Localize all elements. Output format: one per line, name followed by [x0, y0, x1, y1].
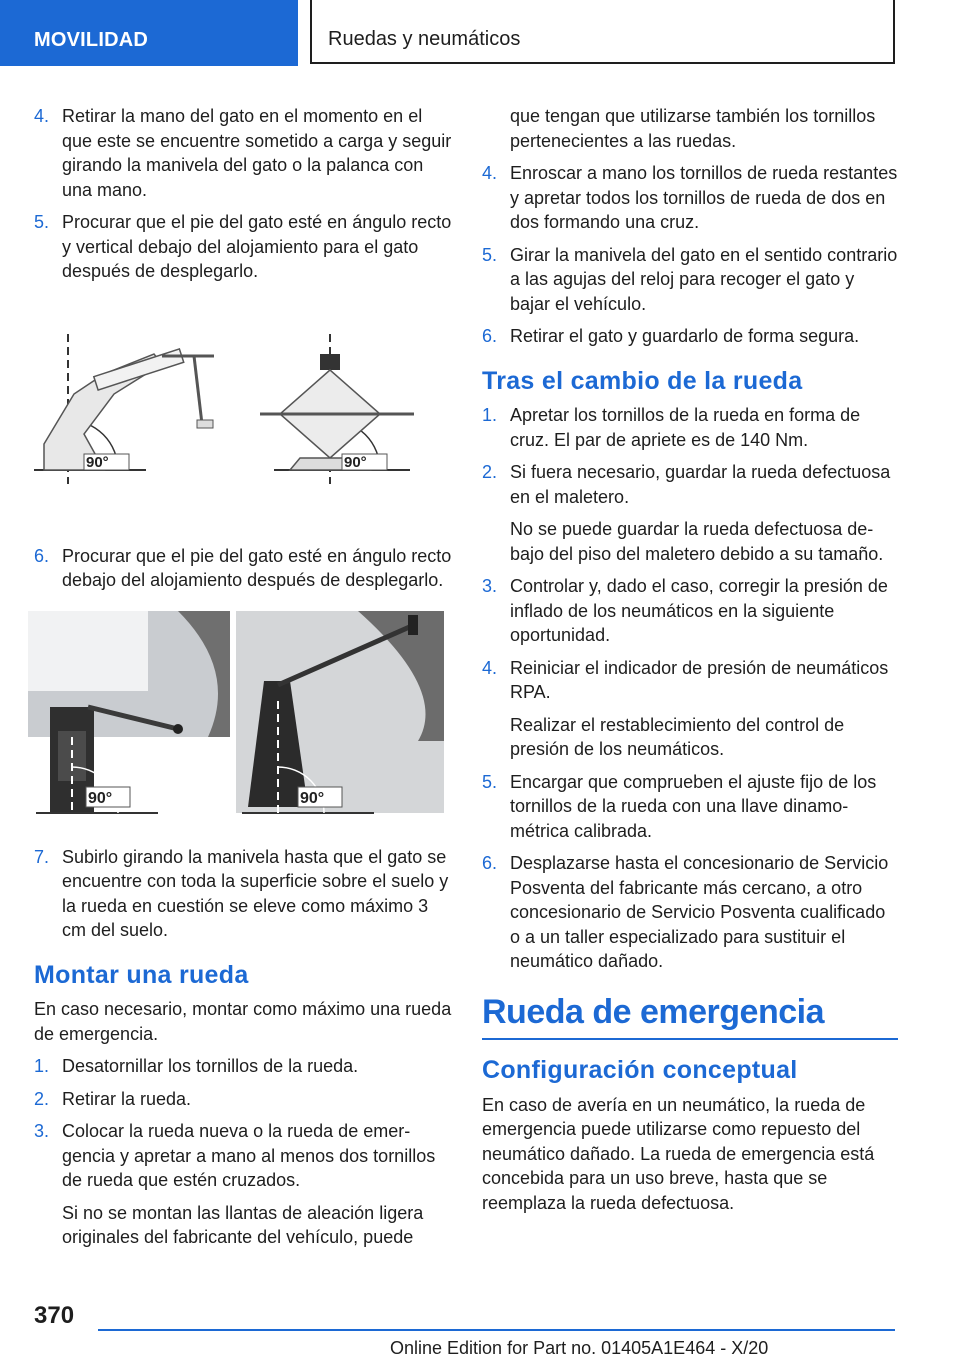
- chapter-title: Ruedas y neumáticos: [310, 0, 895, 64]
- step-continuation: que tengan que utilizarse también los tornillos pertenecientes a las ruedas.: [510, 106, 876, 151]
- step-item: [482, 403, 898, 452]
- step-number: 5.: [34, 212, 50, 232]
- step-number: 4.: [34, 106, 50, 126]
- section-heading: Montar una rueda: [34, 960, 249, 989]
- step-text: Desplazarse hasta el concesionario de Servicio Posventa del fabricante más cercano, a otro concesionario de Servicio Posventa cualificado o a un taller especializado para sustituir el neumático dañado.: [510, 853, 889, 971]
- step-item: [34, 1054, 454, 1079]
- page-number: 370: [34, 1302, 75, 1329]
- step-text: Controlar y, dado el caso, corregir la presión de inflado de los neumáticos en la siguiente oportunidad.: [510, 576, 888, 645]
- section-heading: Tras el cambio de la rueda: [482, 366, 803, 395]
- jack-photo-illustration: [28, 611, 448, 819]
- step-number: 2.: [482, 462, 498, 482]
- step-number: 6.: [482, 326, 498, 346]
- step-number: 4.: [482, 163, 498, 183]
- step-text: Enroscar a mano los tornillos de rueda restantes y apretar todos los tornillos de rueda de dos en dos formando una cruz.: [510, 163, 898, 232]
- step-text: Girar la manivela del gato en el sentido contrario a las agujas del reloj para recoger el gato y bajar el vehículo.: [510, 244, 898, 314]
- step-item: [34, 210, 454, 284]
- step-text: Reiniciar el indicador de presión de neumáticos RPA.: [510, 657, 889, 702]
- angle-label: 90°: [300, 789, 325, 807]
- step-number: 7.: [34, 846, 50, 867]
- step-item: [34, 1087, 454, 1112]
- step-text: Encargar que comprueben el ajuste fijo de los tornillos de la rueda con una llave dinamométrica calibrada.: [510, 771, 877, 841]
- angle-label: 90°: [344, 453, 367, 471]
- step-number: 1.: [34, 1056, 50, 1076]
- step-number: 3.: [482, 576, 498, 596]
- step-item: [482, 243, 898, 317]
- chapter-heading: Rueda de emergencia: [482, 1000, 898, 1041]
- edition-note: Online Edition for Part no. 01405A1E464 - X/20: [390, 1338, 769, 1358]
- step-item: [482, 161, 898, 235]
- step-item: [482, 460, 898, 509]
- step-item: [482, 574, 898, 648]
- step-item: [482, 770, 898, 844]
- step-item: [34, 544, 454, 593]
- step-text: Desatornillar los tornillos de la rueda.: [62, 1056, 359, 1076]
- step-item: [482, 851, 898, 974]
- step-text: Subirlo girando la manivela hasta que el gato se encuentre con toda la superficie sobre el suelo y la rueda en cuestión se eleve como máximo 3 cm del suelo.: [62, 846, 449, 940]
- paragraph: En caso de avería en un neumático, la rueda de emergencia puede utilizarse como repuesto del neumático dañado. La rueda de emergencia está concebida para un uso breve, hasta que se reemplaza la rueda defectuosa.: [482, 1094, 875, 1213]
- page-header: [0, 0, 960, 66]
- step-number: 5.: [482, 771, 498, 792]
- step-text: Procurar que el pie del gato esté en ángulo recto y vertical debajo del alojamiento para el gato después de desplegarlo.: [62, 212, 452, 281]
- paragraph: En caso necesario, montar como máximo una rueda de emergencia.: [34, 999, 452, 1044]
- step-number: 1.: [482, 405, 498, 425]
- step-number: 6.: [482, 853, 498, 873]
- step-text: Apretar los tornillos de la rueda en forma de cruz. El par de apriete es de 140 Nm.: [510, 405, 861, 450]
- step-number: 4.: [482, 657, 498, 678]
- step-item: [34, 1119, 454, 1193]
- section-heading: Configuración conceptual: [482, 1056, 798, 1084]
- step-number: 2.: [34, 1088, 50, 1109]
- step-number: 6.: [34, 545, 50, 566]
- footer-rule: [98, 1329, 895, 1331]
- step-text: Procurar que el pie del gato esté en ángulo recto debajo del alojamiento después de desplegarlo.: [62, 545, 452, 590]
- step-number: 3.: [34, 1121, 50, 1141]
- step-text: Si fuera necesario, guardar la rueda defectuosa en el maletero.: [510, 462, 891, 507]
- step-note: No se puede guardar la rueda defectuosa debajo del piso del maletero debido a su tamaño.: [510, 519, 884, 564]
- step-item: [34, 104, 454, 202]
- jack-angle-figure: [34, 334, 454, 524]
- step-number: 5.: [482, 244, 498, 265]
- step-text: Retirar el gato y guardarlo de forma segura.: [510, 326, 860, 346]
- step-note: Si no se montan las llantas de aleación ligera originales del fabricante del vehículo, puede: [62, 1202, 424, 1247]
- step-text: Retirar la mano del gato en el momento en el que este se encuentre sometido a carga y seguir girando la manivela del gato o la palanca con una mano.: [62, 106, 452, 200]
- angle-label: 90°: [88, 789, 113, 807]
- step-item: [482, 656, 898, 705]
- step-item: [482, 324, 898, 349]
- step-note: Realizar el restablecimiento del control de presión de los neumáticos.: [510, 714, 845, 759]
- left-column: [34, 104, 454, 1258]
- right-column: [482, 104, 898, 1223]
- section-tab: MOVILIDAD: [0, 0, 298, 66]
- step-text: Retirar la rueda.: [62, 1088, 192, 1109]
- jack-placement-photos: [28, 611, 454, 819]
- step-text: Colocar la rueda nueva o la rueda de emergencia y apretar a mano al menos dos tornillos de rueda que estén cruzados.: [62, 1121, 436, 1190]
- step-item: [34, 845, 454, 943]
- jack-illustration: [34, 334, 454, 524]
- angle-label: 90°: [86, 453, 109, 471]
